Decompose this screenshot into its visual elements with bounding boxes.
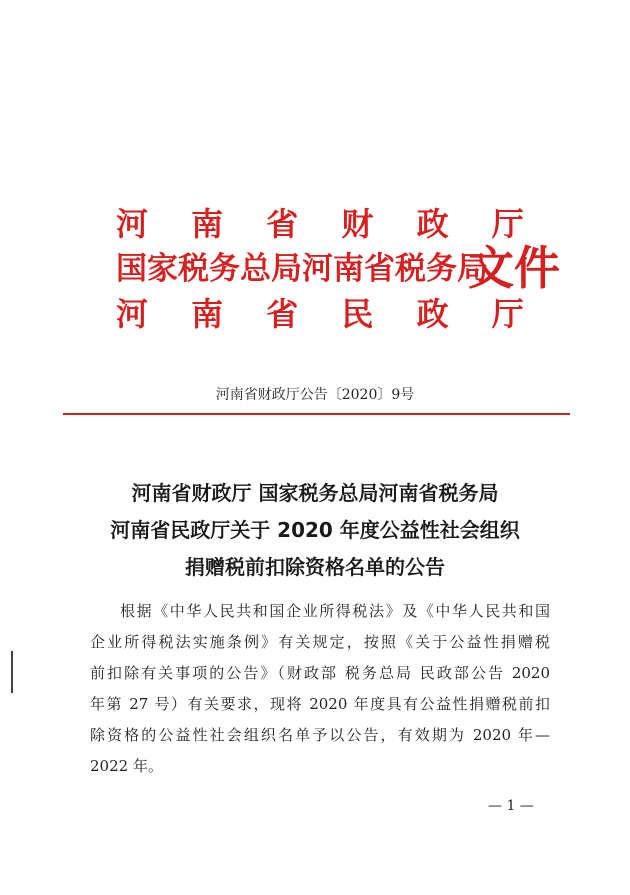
document-title — [0, 475, 630, 586]
issuer-tax-bureau: 国家税务总局河南省税务局 — [116, 251, 488, 287]
title-line-3: 捐赠税前扣除资格名单的公告 — [185, 555, 445, 579]
red-letterhead — [116, 200, 596, 340]
issuer-civil-affairs-department: 河 南 省 民 政 厅 — [116, 295, 540, 333]
issuer-finance-department: 河 南 省 财 政 厅 — [116, 205, 540, 243]
body-line-5: 除资格的公益性社会组织名单予以公告，有效期为 2020 年— — [90, 726, 550, 744]
document-number: 河南省财政厅公告〔2020〕9号 — [215, 387, 415, 403]
red-divider-line — [63, 413, 570, 415]
title-line-2: 河南省民政厅关于 2020 年度公益性社会组织 — [110, 518, 520, 542]
document-label: 文件 — [468, 241, 560, 295]
body-line-3: 前扣除有关事项的公告》（财政部 税务总局 民政部公告 2020 — [90, 664, 550, 682]
title-line-1: 河南省财政厅 国家税务总局河南省税务局 — [131, 481, 499, 505]
body-line-2: 企业所得税法实施条例》有关规定，按照《关于公益性捐赠税 — [90, 633, 550, 651]
body-line-1: 根据《中华人民共和国企业所得税法》及《中华人民共和国 — [120, 602, 550, 620]
margin-mark — [11, 651, 13, 693]
body-line-4: 年第 27 号）有关要求，现将 2020 年度具有公益性捐赠税前扣 — [90, 695, 550, 713]
body-line-6: 2022 年。 — [90, 757, 163, 775]
body-paragraph — [90, 596, 550, 782]
page-number: — 1 — — [488, 798, 534, 814]
